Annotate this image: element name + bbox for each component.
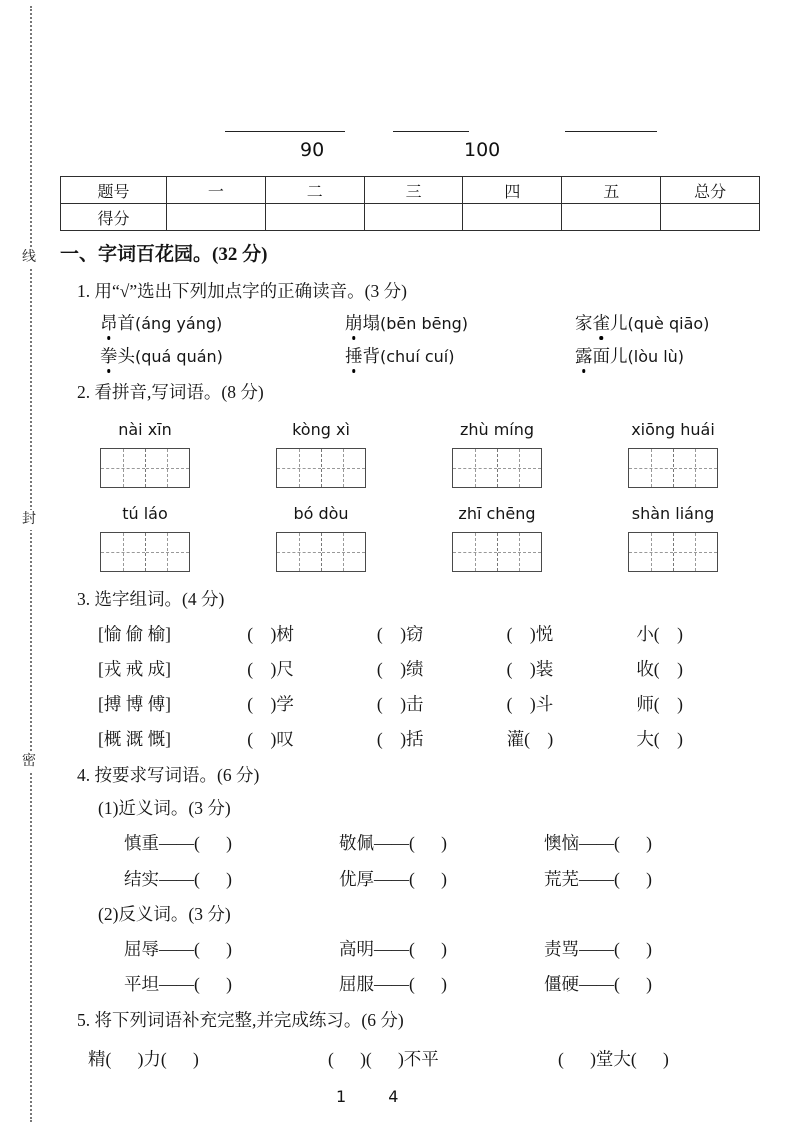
q2-title: 2. 看拼音,写词语。(8 分) [77, 381, 264, 402]
q4-synonym-row [124, 830, 766, 857]
q4-synonym-row [124, 866, 766, 893]
antonym-pair: 高明——( ) [339, 938, 447, 959]
pinyin-word-block [628, 502, 718, 572]
score-table-label-timuhao: 题号 [61, 177, 167, 204]
seal-char-line: 线 [22, 248, 36, 268]
q4-sub1-title: (1)近义词。(3 分) [98, 798, 231, 819]
fill-blank-word: 灌( ) [506, 729, 554, 750]
q2-row-1 [100, 418, 766, 488]
paper-content [60, 240, 766, 1073]
seal-char-seal: 封 [22, 510, 36, 530]
antonym-pair: 平坦——( ) [124, 973, 232, 994]
score-table-col-4: 四 [463, 177, 562, 204]
writing-grid [100, 448, 190, 488]
score-cell [562, 204, 661, 231]
pinyin-label: nài xīn [118, 419, 172, 439]
pinyin-label: bó dòu [293, 503, 349, 523]
pinyin-word-block [628, 418, 718, 488]
idiom-blank: 精( )力( ) [88, 1049, 199, 1070]
pinyin-label: kòng xì [292, 419, 350, 439]
fill-blank-word: ( )击 [376, 693, 424, 714]
writing-grid [452, 448, 542, 488]
pinyin-label: zhù míng [459, 419, 535, 439]
fill-blank-word: ( )装 [506, 658, 554, 679]
fill-blank-word: ( )窃 [376, 623, 424, 644]
pinyin-word-block [100, 502, 190, 572]
q1-item: 家雀儿(què qiāo) [575, 310, 709, 337]
footer-total-number: 4 [388, 1087, 399, 1106]
q3-row [98, 691, 766, 718]
score-table-col-5: 五 [562, 177, 661, 204]
q3-title: 3. 选字组词。(4 分) [77, 588, 225, 609]
fill-blank-word: ( )学 [247, 693, 294, 714]
header-blank-line-2 [393, 131, 469, 132]
fill-blank-word: ( )尺 [247, 658, 294, 679]
score-table-col-2: 二 [265, 177, 364, 204]
score-cell [463, 204, 562, 231]
writing-grid [628, 532, 718, 572]
score-cell [265, 204, 364, 231]
q1-title: 1. 用“√”选出下列加点字的正确读音。(3 分) [77, 281, 407, 302]
pinyin-label: shàn liáng [631, 503, 715, 523]
score-table-score-row [61, 204, 760, 231]
writing-grid [100, 532, 190, 572]
score-table-header-row [61, 177, 760, 204]
writing-grid [452, 532, 542, 572]
char-choices: [搏 博 傅] [98, 693, 171, 714]
q3-row [98, 621, 766, 648]
q5-title: 5. 将下列词语补充完整,并完成练习。(6 分) [77, 1010, 404, 1031]
q1-item: 崩塌(bēn bēng) [345, 310, 575, 337]
fill-blank-word: 收( ) [636, 658, 683, 679]
pinyin-word-block [452, 502, 542, 572]
score-table [60, 176, 760, 231]
antonym-pair: 僵硬——( ) [544, 973, 652, 994]
q1-item: 昂首(áng yáng) [100, 310, 345, 337]
q4-sub2-title: (2)反义词。(3 分) [98, 903, 231, 924]
header-blank-line-1 [225, 131, 345, 132]
fill-blank-word: ( )悦 [506, 623, 554, 644]
section-one-title: 一、字词百花园。(32 分) [60, 244, 268, 265]
header-number-100: 100 [464, 139, 501, 161]
score-table-col-total: 总分 [661, 177, 760, 204]
pinyin-label: xiōng huái [631, 419, 715, 439]
pinyin-word-block [452, 418, 542, 488]
q1-row-2 [100, 343, 766, 370]
q1-item: 露面儿(lòu lù) [575, 343, 684, 370]
fill-blank-word: ( )斗 [506, 693, 554, 714]
synonym-pair: 懊恼——( ) [544, 833, 652, 854]
char-choices: [戎 戒 成] [98, 658, 171, 679]
q1-row-1 [100, 310, 766, 337]
synonym-pair: 敬佩——( ) [339, 833, 447, 854]
writing-grid [276, 532, 366, 572]
score-table-label-defen: 得分 [61, 204, 167, 231]
fill-blank-word: ( )绩 [376, 658, 424, 679]
q4-antonym-row [124, 936, 766, 963]
q1-item: 拳头(quá quán) [100, 343, 345, 370]
fill-blank-word: ( )括 [376, 729, 424, 750]
q2-row-2 [100, 502, 766, 572]
fill-blank-word: 师( ) [636, 693, 683, 714]
header-blank-line-3 [565, 131, 657, 132]
pinyin-label: zhī chēng [458, 503, 536, 523]
pinyin-label: tú láo [122, 503, 168, 523]
score-cell [661, 204, 760, 231]
pinyin-word-block [276, 418, 366, 488]
antonym-pair: 责骂——( ) [544, 938, 652, 959]
idiom-blank: ( )堂大( ) [558, 1049, 669, 1070]
score-cell [364, 204, 463, 231]
writing-grid [628, 448, 718, 488]
page-footer [336, 1087, 398, 1106]
header-number-90: 90 [300, 139, 325, 161]
fill-blank-word: ( )树 [247, 623, 294, 644]
q1-item: 捶背(chuí cuí) [345, 343, 575, 370]
char-choices: [概 溉 慨] [98, 729, 171, 750]
seal-char-secret: 密 [22, 752, 36, 772]
fill-blank-word: ( )叹 [247, 729, 294, 750]
fill-blank-word: 大( ) [636, 729, 683, 750]
pinyin-word-block [276, 502, 366, 572]
synonym-pair: 结实——( ) [124, 868, 232, 889]
writing-grid [276, 448, 366, 488]
synonym-pair: 慎重——( ) [124, 833, 232, 854]
idiom-blank: ( )( )不平 [328, 1049, 439, 1070]
score-table-col-3: 三 [364, 177, 463, 204]
pinyin-word-block [100, 418, 190, 488]
q3-row [98, 656, 766, 683]
q4-title: 4. 按要求写词语。(6 分) [77, 765, 260, 786]
char-choices: [愉 偷 榆] [98, 623, 171, 644]
synonym-pair: 优厚——( ) [339, 868, 447, 889]
seal-dotted-line [30, 6, 32, 1122]
q5-row [88, 1046, 766, 1073]
fill-blank-word: 小( ) [636, 623, 683, 644]
q4-antonym-row [124, 971, 766, 998]
antonym-pair: 屈服——( ) [339, 973, 447, 994]
score-table-col-1: 一 [167, 177, 266, 204]
synonym-pair: 荒芜——( ) [544, 868, 652, 889]
footer-page-number: 1 [336, 1087, 347, 1106]
antonym-pair: 屈辱——( ) [124, 938, 232, 959]
q3-row [98, 726, 766, 753]
score-cell [167, 204, 266, 231]
